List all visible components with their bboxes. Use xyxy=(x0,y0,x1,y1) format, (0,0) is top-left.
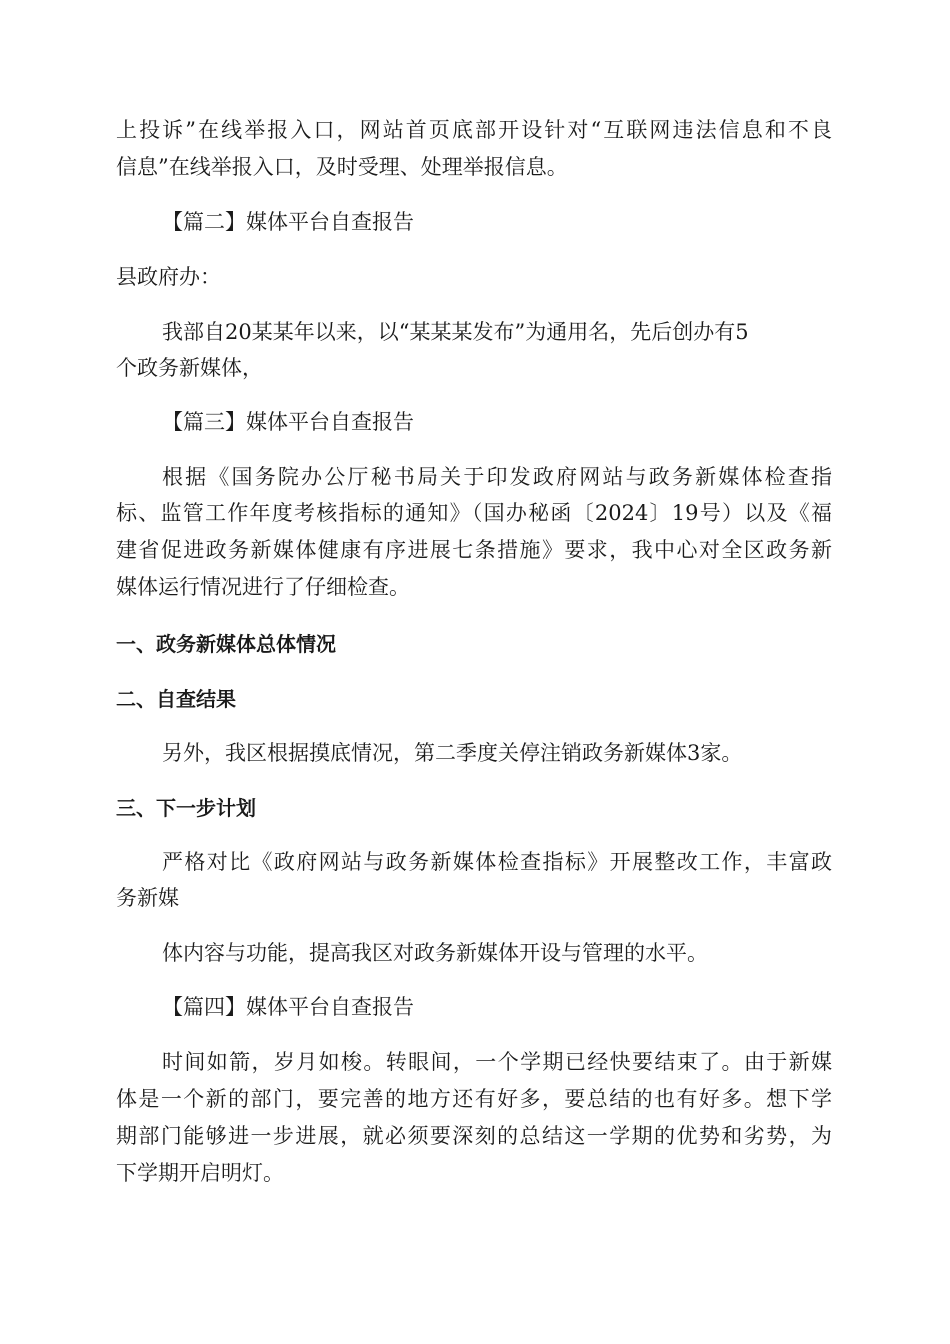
paragraph-line: 我部自20某某年以来，以“某某某发布”为通用名，先后创办有5 xyxy=(162,320,749,344)
section-title: 【篇二】媒体平台自查报告 xyxy=(162,210,414,234)
heading: 三、下一步计划 xyxy=(116,796,256,820)
paragraph-line: 时间如箭，岁月如梭。转眼间，一个学期已经快要结束了。由于新媒 xyxy=(162,1050,832,1074)
paragraph-line: 下学期开启明灯。 xyxy=(116,1161,284,1185)
paragraph-line: 务新媒 xyxy=(116,886,179,910)
salutation: 县政府办： xyxy=(116,265,221,289)
paragraph-line: 个政务新媒体， xyxy=(116,356,263,380)
paragraph-line: 另外，我区根据摸底情况，第二季度关停注销政务新媒体3家。 xyxy=(162,741,743,765)
paragraph-line: 标、监管工作年度考核指标的通知》（国办秘函〔2024〕19号）以及《福 xyxy=(116,501,832,525)
paragraph-line: 信息”在线举报入口，及时受理、处理举报信息。 xyxy=(116,155,568,179)
paragraph-line: 上投诉”在线举报入口，网站首页底部开设针对“互联网违法信息和不良 xyxy=(116,118,832,142)
heading: 二、自查结果 xyxy=(116,687,236,711)
paragraph-line: 体内容与功能，提高我区对政务新媒体开设与管理的水平。 xyxy=(162,941,708,965)
heading: 一、政务新媒体总体情况 xyxy=(116,632,336,656)
paragraph-line: 严格对比《政府网站与政务新媒体检查指标》开展整改工作，丰富政 xyxy=(162,850,832,874)
paragraph-line: 建省促进政务新媒体健康有序进展七条措施》要求，我中心对全区政务新 xyxy=(116,538,832,562)
paragraph-line: 媒体运行情况进行了仔细检查。 xyxy=(116,575,410,599)
paragraph-line: 体是一个新的部门，要完善的地方还有好多，要总结的也有好多。想下学 xyxy=(116,1087,832,1111)
section-title: 【篇四】媒体平台自查报告 xyxy=(162,995,414,1019)
section-title: 【篇三】媒体平台自查报告 xyxy=(162,410,414,434)
paragraph-line: 期部门能够进一步进展，就必须要深刻的总结这一学期的优势和劣势，为 xyxy=(116,1124,832,1148)
paragraph-line: 根据《国务院办公厅秘书局关于印发政府网站与政务新媒体检查指 xyxy=(162,465,832,489)
